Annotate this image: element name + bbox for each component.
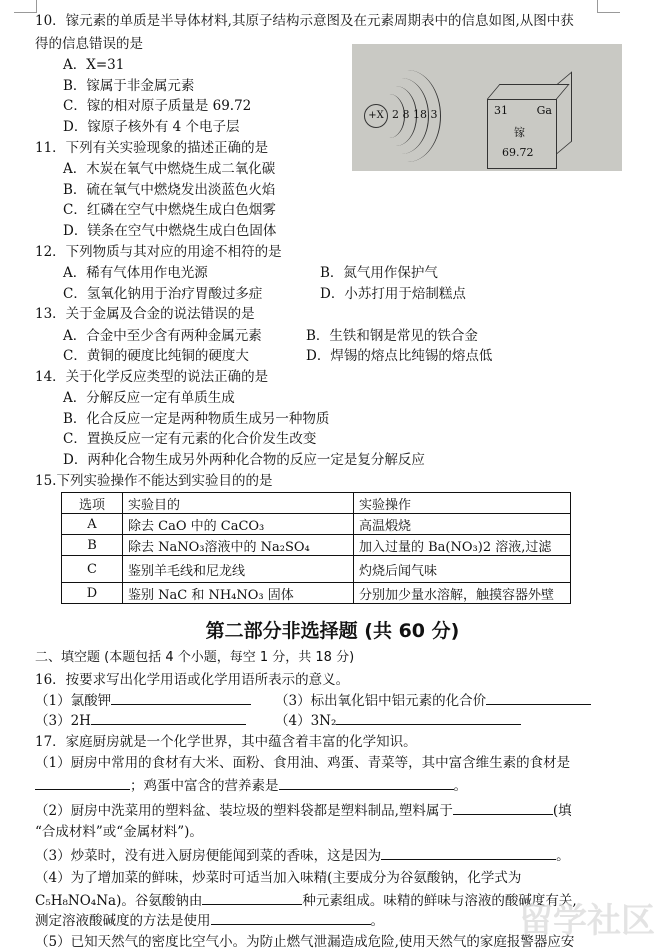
table-row bbox=[62, 535, 571, 556]
answer-blank[interactable] bbox=[35, 775, 130, 790]
text: 。 bbox=[556, 848, 570, 864]
q13-option: D．焊锡的熔点比纯锡的熔点低 bbox=[306, 348, 493, 364]
q17-stem: 17．家庭厨房就是一个化学世界，其中蕴含着丰富的化学知识。 bbox=[35, 734, 417, 750]
q12-option: C．氢氧化钠用于治疗胃酸过多症 bbox=[63, 286, 263, 302]
q10-option: D．镓原子核外有 4 个电子层 bbox=[63, 119, 240, 135]
answer-blank[interactable] bbox=[453, 800, 553, 815]
q11-stem: 11．下列有关实验现象的描述正确的是 bbox=[35, 140, 269, 156]
q15-stem: 15.下列实验操作不能达到实验目的的是 bbox=[35, 473, 273, 489]
q16-item-label: （3）2H bbox=[35, 713, 91, 729]
text: 种元素组成。味精的鲜味与溶液的酸碱度有关, bbox=[302, 893, 577, 909]
q14-option: A．分解反应一定有单质生成 bbox=[63, 390, 235, 406]
q12-option: A．稀有气体用作电光源 bbox=[63, 265, 208, 281]
text: 测定溶液酸碱度的方法是使用 bbox=[35, 913, 211, 929]
option-cell: A bbox=[62, 514, 123, 535]
q14-option: B．化合反应一定是两种物质生成另一种物质 bbox=[63, 411, 330, 427]
q13-option: C．黄铜的硬度比纯铜的硬度大 bbox=[63, 348, 249, 364]
q16-item bbox=[35, 710, 246, 731]
purpose-cell: 鉴别羊毛线和尼龙线 bbox=[123, 556, 354, 583]
operation-cell: 高温煅烧 bbox=[354, 514, 571, 535]
q16-stem: 16．按要求写出化学用语或化学用语所表示的意义。 bbox=[35, 672, 350, 688]
q14-stem: 14．关于化学反应类型的说法正确的是 bbox=[35, 369, 269, 385]
text: 。 bbox=[370, 913, 384, 929]
q17-part4: （4）为了增加菜的鲜味，炒菜时可适当加入味精(主要成分为谷氨酸钠，化学式为 bbox=[35, 870, 522, 886]
text: C₅H₈NO₄Na)。谷氨酸钠由 bbox=[35, 893, 203, 909]
option-cell: D bbox=[62, 583, 123, 604]
table-header-row bbox=[62, 493, 571, 514]
q13-option: B．生铁和钢是常见的铁合金 bbox=[306, 328, 478, 344]
atomic-number: 31 bbox=[494, 104, 508, 117]
crop-mark bbox=[597, 0, 620, 13]
table-row bbox=[62, 514, 571, 535]
q16-item bbox=[275, 690, 591, 711]
q16-item bbox=[35, 690, 251, 711]
gallium-figure bbox=[352, 44, 622, 171]
text: (填 bbox=[552, 803, 572, 819]
electron-shells: 2 8 18 3 bbox=[392, 108, 438, 121]
q10-stem: 10．镓元素的单质是半导体材料,其原子结构示意图及在元素周期表中的信息如图,从图中获 bbox=[35, 13, 574, 29]
element-cell bbox=[487, 99, 557, 169]
answer-blank[interactable] bbox=[279, 775, 454, 790]
answer-blank[interactable] bbox=[211, 910, 371, 925]
q11-option: B．硫在氧气中燃烧发出淡蓝色火焰 bbox=[63, 182, 276, 198]
text: （2）厨房中洗菜用的塑料盆、装垃圾的塑料袋都是塑料制品,塑料属于 bbox=[35, 803, 453, 819]
q17-part4 bbox=[35, 910, 384, 931]
operation-cell: 加入过量的 Ba(NO₃)2 溶液,过滤 bbox=[354, 535, 571, 556]
element-symbol: Ga bbox=[536, 104, 552, 117]
q16-item-label: （3）标出氧化铝中铝元素的化合价 bbox=[275, 693, 487, 709]
q10-option: B．镓属于非金属元素 bbox=[63, 78, 195, 94]
option-cell: B bbox=[62, 535, 123, 556]
q10-option: A．X=31 bbox=[63, 57, 125, 73]
q17-part3 bbox=[35, 845, 570, 866]
q10-option: C．镓的相对原子质量是 69.72 bbox=[63, 98, 252, 114]
text: 。 bbox=[453, 778, 467, 794]
nucleus: +X bbox=[364, 104, 388, 128]
q17-part4 bbox=[35, 890, 577, 911]
q17-part5: （5）已知天然气的密度比空气小。为防止燃气泄漏造成危险,使用天然气的家庭报警器应安 bbox=[35, 934, 575, 950]
q17-part2 bbox=[35, 800, 572, 821]
q11-option: C．红磷在空气中燃烧生成白色烟雾 bbox=[63, 202, 276, 218]
purpose-cell: 除去 CaO 中的 CaCO₃ bbox=[123, 514, 354, 535]
q16-item bbox=[275, 710, 521, 731]
q17-part1: （1）厨房中常用的食材有大米、面粉、食用油、鸡蛋、青菜等，其中富含维生素的食材是 bbox=[35, 755, 571, 771]
q12-option: B．氮气用作保护气 bbox=[320, 265, 438, 281]
operation-cell: 分别加少量水溶解，触摸容器外壁 bbox=[354, 583, 571, 604]
table-row bbox=[62, 556, 571, 583]
q10-stem: 得的信息错误的是 bbox=[35, 36, 143, 52]
q17-part2: “合成材料”或“金属材料”)。 bbox=[35, 824, 203, 840]
text: （3）炒菜时，没有进入厨房便能闻到菜的香味，这是因为 bbox=[35, 848, 382, 864]
option-cell: C bbox=[62, 556, 123, 583]
q13-stem: 13．关于金属及合金的说法错误的是 bbox=[35, 306, 255, 322]
table-row bbox=[62, 583, 571, 604]
q16-item-label: （4）3N₂ bbox=[275, 713, 337, 729]
q12-option: D．小苏打用于焙制糕点 bbox=[320, 286, 466, 302]
answer-blank[interactable] bbox=[486, 690, 591, 705]
q15-table bbox=[61, 492, 571, 604]
purpose-cell: 鉴别 NaC 和 NH₄NO₃ 固体 bbox=[123, 583, 354, 604]
q16-item-label: （1）氯酸钾 bbox=[35, 693, 112, 709]
header-cell: 实验操作 bbox=[354, 493, 571, 514]
text: ；鸡蛋中富含的营养素是 bbox=[130, 778, 279, 794]
q17-part1 bbox=[35, 775, 467, 796]
operation-cell: 灼烧后闻气味 bbox=[354, 556, 571, 583]
part2-title: 第二部分非选择题 (共 60 分) bbox=[205, 620, 460, 642]
q13-option: A．合金中至少含有两种金属元素 bbox=[63, 328, 262, 344]
q11-option: D．镁条在空气中燃烧生成白色固体 bbox=[63, 223, 277, 239]
crop-mark bbox=[14, 0, 37, 13]
purpose-cell: 除去 NaNO₃溶液中的 Na₂SO₄ bbox=[123, 535, 354, 556]
header-cell: 实验目的 bbox=[123, 493, 354, 514]
header-cell: 选项 bbox=[62, 493, 123, 514]
answer-blank[interactable] bbox=[336, 710, 521, 725]
atomic-mass: 69.72 bbox=[502, 146, 534, 159]
q12-stem: 12．下列物质与其对应的用途不相符的是 bbox=[35, 244, 282, 260]
section-heading: 二、填空题 (本题包括 4 个小题，每空 1 分，共 18 分) bbox=[35, 650, 355, 665]
element-name: 镓 bbox=[514, 126, 525, 139]
q14-option: D．两种化合物生成另外两种化合物的反应一定是复分解反应 bbox=[63, 452, 425, 468]
answer-blank[interactable] bbox=[381, 845, 556, 860]
watermark-logo: 留学社区 bbox=[519, 901, 655, 941]
q14-option: C．置换反应一定有元素的化合价发生改变 bbox=[63, 431, 317, 447]
answer-blank[interactable] bbox=[111, 690, 251, 705]
answer-blank[interactable] bbox=[91, 710, 246, 725]
q11-option: A．木炭在氧气中燃烧生成二氧化碳 bbox=[63, 161, 276, 177]
answer-blank[interactable] bbox=[202, 890, 302, 905]
